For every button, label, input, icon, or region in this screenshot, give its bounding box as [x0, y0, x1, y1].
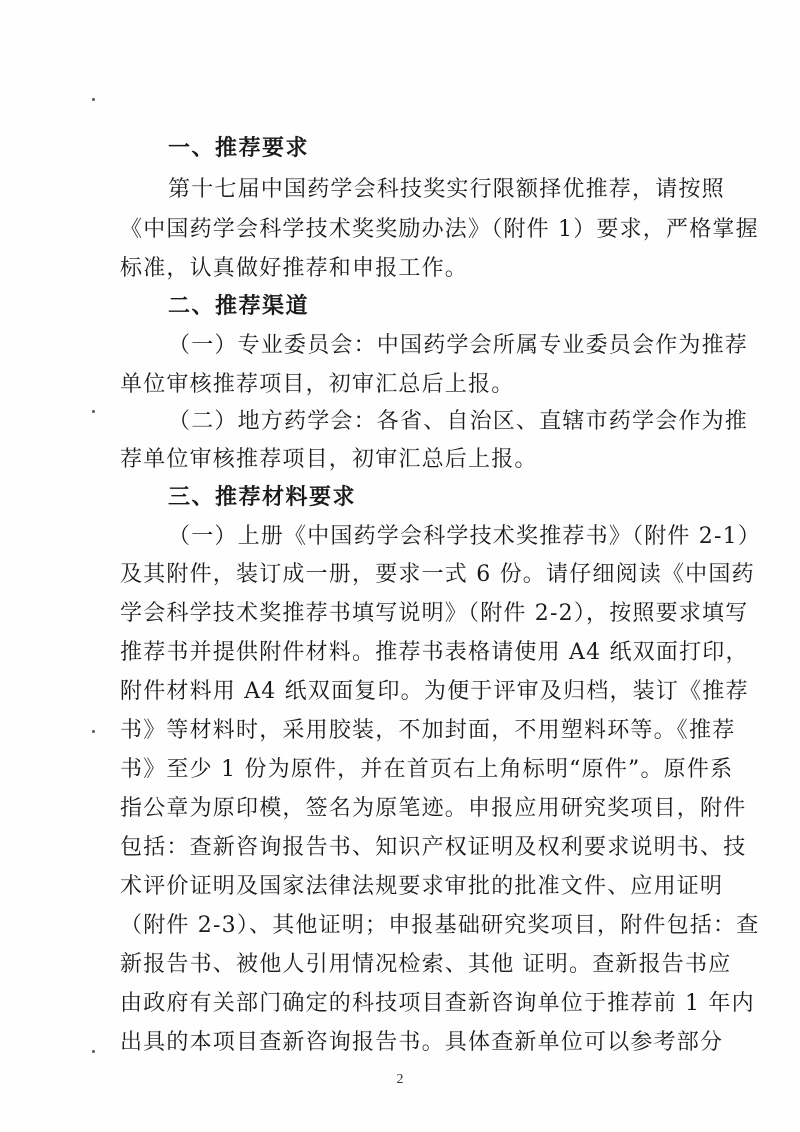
paragraph-line: 学会科学技术奖推荐书填写说明》（附件 2-2），按照要求填写 [120, 601, 749, 626]
paragraph-line: 及其附件，装订成一册，要求一式 6 份。请仔细阅读《中国药 [120, 562, 755, 587]
paragraph-line: 荐单位审核推荐项目，初审汇总后上报。 [120, 447, 538, 472]
paragraph-line: 第十七届中国药学会科技奖实行限额择优推荐，请按照 [168, 177, 725, 202]
section-heading: 三、推荐材料要求 [168, 485, 357, 510]
paragraph-line: 新报告书、被他人引用情况检索、其他 证明。查新报告书应 [120, 952, 732, 977]
paragraph-line: 由政府有关部门确定的科技项目查新咨询单位于推荐前 1 年内 [120, 991, 755, 1016]
scan-speck [92, 730, 95, 733]
paragraph-line: 书》至少 1 份为原件，并在首页右上角标明“原件”。原件系 [120, 757, 734, 782]
page-number: 2 [396, 1072, 404, 1087]
section-heading: 二、推荐渠道 [168, 294, 310, 319]
section-heading: 一、推荐要求 [168, 136, 310, 161]
paragraph-line: （二）地方药学会：各省、自治区、直辖市药学会作为推 [168, 409, 749, 434]
paragraph-line: 书》等材料时，采用胶装，不加封面，不用塑料环等。《推荐 [120, 718, 736, 743]
paragraph-line: 《中国药学会科学技术奖奖励办法》（附件 1）要求，严格掌握 [120, 217, 759, 242]
paragraph-line: 附件材料用 A4 纸双面复印。为便于评审及归档，装订《推荐 [120, 679, 749, 704]
scan-speck [92, 410, 95, 413]
paragraph-line: （一）专业委员会：中国药学会所属专业委员会作为推荐 [168, 333, 749, 358]
paragraph-line: 单位审核推荐项目，初审汇总后上报。 [120, 372, 515, 397]
scan-speck [92, 1050, 95, 1053]
paragraph-line: 术评价证明及国家法律法规要求审批的批准文件、应用证明 [120, 874, 724, 899]
paragraph-line: （附件 2-3）、其他证明；申报基础研究奖项目，附件包括：查 [120, 913, 760, 938]
paragraph-line: （一）上册《中国药学会科学技术奖推荐书》（附件 2-1） [168, 524, 762, 549]
scan-speck [92, 98, 95, 101]
paragraph-line: 出具的本项目查新咨询报告书。具体查新单位可以参考部分 [120, 1030, 724, 1055]
paragraph-line: 推荐书并提供附件材料。推荐书表格请使用 A4 纸双面打印， [120, 640, 749, 665]
paragraph-line: 指公章为原印模，签名为原笔迹。申报应用研究奖项目，附件 [120, 796, 747, 821]
paragraph-line: 包括：查新咨询报告书、知识产权证明及权利要求说明书、技 [120, 835, 747, 860]
paragraph-line: 标准，认真做好推荐和申报工作。 [120, 256, 469, 281]
